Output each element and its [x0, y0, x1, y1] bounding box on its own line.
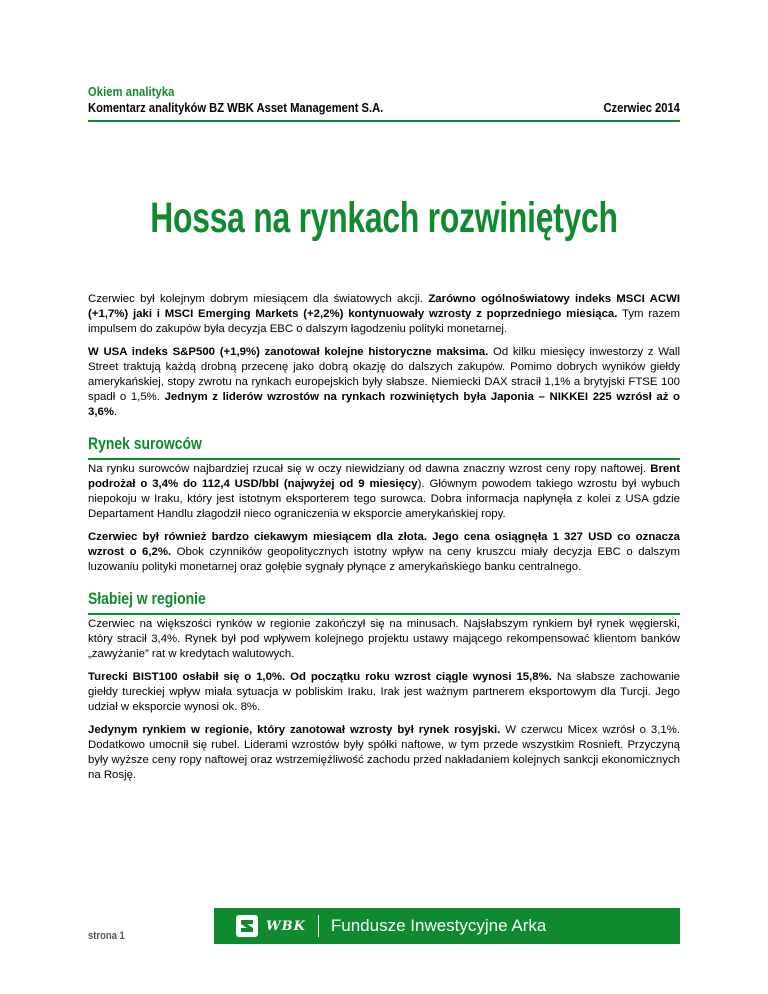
section-title: Rynek surowców — [88, 434, 202, 453]
text-run: Od kilku miesięcy inwestorzy z Wall Street traktują każdą drobną przecenę jako dobrą okazję do dalszych zakupów. Pomimo dobrych wyników giełdy amerykańskiej, stopy zwrotu na rynkach europejskich były słabsze. Niemiecki DAX stracił 1,1% a brytyjski FTSE 100 spadł o 1,5%. — [88, 346, 680, 403]
bold-run: Turecki BIST100 osłabił się o 1,0%. Od początku roku wzrost ciągle wynosi 15,8%. — [88, 671, 552, 683]
section-heading — [88, 434, 680, 460]
bold-run: Zarówno ogólnoświatowy indeks MSCI ACWI (+1,7%) jaki i MSCI Emerging Markets (+2,2%) kontynuowały wzrosty z poprzedniego miesiąca. — [88, 293, 680, 320]
bold-run: Jedynym rynkiem w regionie, który zanotował wzrosty był rynek rosyjski. — [88, 724, 501, 736]
paragraph — [88, 617, 680, 662]
header-date: Czerwiec 2014 — [603, 100, 680, 115]
bold-run: Brent podrożał o 3,4% do 112,4 USD/bbl (najwyżej od 9 miesięcy — [88, 463, 680, 490]
section-heading — [88, 589, 680, 615]
page-title: Hossa na rynkach rozwiniętych — [150, 194, 618, 242]
sections — [88, 434, 680, 783]
paragraph — [88, 345, 680, 420]
header-kicker: Okiem analityka — [88, 84, 175, 99]
bold-run: W USA indeks S&P500 (+1,9%) zanotował kolejne historyczne maksima. — [88, 346, 489, 358]
paragraph — [88, 530, 680, 575]
paragraph — [88, 670, 680, 715]
text-run: ). Głównym powodem takiego wzrostu był wybuch niepokoju w Iraku, który jest istotnym eksporterem tego surowca. Dobra informacja napłynęła z kolei z USA gdzie Departament Handlu złagodził nieco ograniczenia w eksporcie amerykańskiej ropy. — [88, 478, 680, 520]
text-run: Czerwiec był kolejnym dobrym miesiącem dla światowych akcji. — [88, 293, 429, 305]
text-run: Na rynku surowców najbardziej rzucał się w oczy niewidziany od dawna znaczny wzrost ceny ropy naftowej. — [88, 463, 651, 475]
bold-run: Czerwiec był również bardzo ciekawym miesiącem dla złota. Jego cena osiągnęła 1 327 USD co oznacza wzrost o 6,2%. — [88, 531, 680, 558]
header-row — [88, 100, 680, 122]
text-run: . — [113, 406, 118, 418]
paragraph — [88, 462, 680, 522]
footer-brand-bar — [214, 908, 680, 944]
text-run: Tym razem impulsem do zakupów była decyzja EBC o dalszym łagodzeniu polityki monetarnej. — [88, 308, 680, 335]
paragraph — [88, 292, 680, 337]
bank-wordmark: WBK — [266, 918, 306, 934]
text-run: Obok czynników geopolitycznych istotny wpływ na ceny kruszcu miały decyzja EBC o dalszym luzowaniu polityki monetarnej oraz gołębie sygnały płynące z amerykańskiego banku centralnego. — [88, 546, 680, 573]
text-run: Na słabsze zachowanie giełdy tureckiej wpływ miała sytuacja w pobliskim Iraku. Irak jest ważnym partnerem eksportowym dla Turcji. Jego udział w eksporcie wynosi ok. 8%. — [88, 671, 680, 713]
header-subtitle: Komentarz analityków BZ WBK Asset Management S.A. — [88, 100, 384, 115]
paragraph — [88, 723, 680, 783]
text-run: Czerwiec na większości rynków w regionie zakończył się na minusach. Najsłabszym rynkiem był rynek węgierski, który stracił 3,4%. Rynek był pod wpływem kolejnego projektu ustawy mającego rekompensować klientom banków „zawyżanie” rat w kredytach walutowych. — [88, 618, 680, 660]
intro — [88, 292, 680, 420]
bank-logo-icon — [236, 915, 258, 937]
footer-separator — [318, 915, 319, 937]
text-run: W czerwcu Micex wzrósł o 3,1%. Dodatkowo umocnił się rubel. Liderami wzrostów były spółki naftowe, w tym przede wszystkim Rosnieft. Przyczyną były wyższe ceny ropy naftowej oraz wstrzemięźliwość zachodu przed nakładaniem kolejnych sankcji ekonomicznych na Rosję. — [88, 724, 680, 781]
brand-name: Fundusze Inwestycyjne Arka — [330, 916, 547, 935]
page-number: strona 1 — [88, 930, 125, 942]
bold-run: Jednym z liderów wzrostów na rynkach rozwiniętych była Japonia – NIKKEI 225 wzrósł aż o 3,6% — [88, 391, 681, 418]
article-body — [88, 292, 680, 791]
section-title: Słabiej w regionie — [88, 589, 206, 608]
